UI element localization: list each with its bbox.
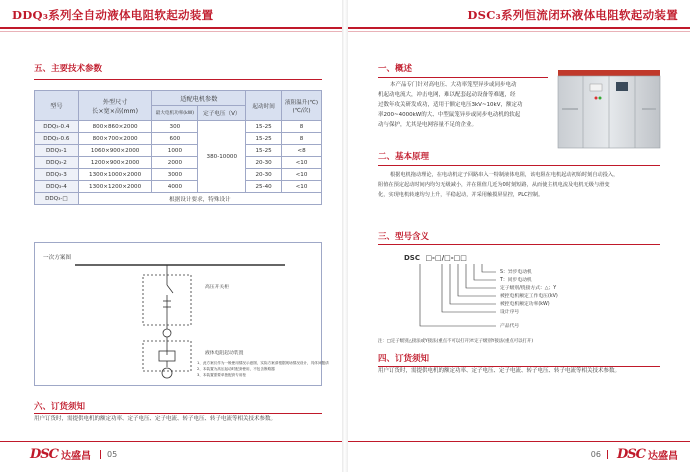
cell-time: 20-30 — [246, 169, 282, 181]
section2-title: 二、基本原理 — [378, 152, 430, 162]
cell-dims: 1300×1000×2000 — [78, 169, 152, 181]
cell-temp: <10 — [282, 157, 322, 169]
th-start-time: 起动时间 — [246, 91, 282, 121]
cell-time: 15-25 — [246, 121, 282, 133]
label-liquid-starter: 液体电阻起动装置 — [205, 351, 244, 356]
cell-model: DDQ₃-0.6 — [35, 133, 79, 145]
cell-temp: <8 — [282, 145, 322, 157]
cell-model: DDQ₃-1 — [35, 145, 79, 157]
th-voltage: 定子电压（V） — [198, 106, 246, 121]
cell-model: DDQ₃-□ — [35, 193, 79, 205]
spec-table — [34, 90, 322, 205]
th-motor-params: 适配电机参数 — [152, 91, 246, 106]
header-rule — [0, 27, 342, 29]
cell-model: DDQ₃-4 — [35, 181, 79, 193]
cell-dims: 800×860×2000 — [78, 121, 152, 133]
th-dims — [78, 91, 152, 121]
header-rule — [348, 27, 690, 29]
diagram-note-1: 1、此方案仅作为一般使用情况示意图，实际方案请根据现场情况设计，具体问题请 — [197, 361, 329, 365]
model-code-diagram — [378, 252, 660, 360]
cell-time: 25-40 — [246, 181, 282, 193]
cell-temp: <10 — [282, 181, 322, 193]
model-code-boxes: □-□/□-□□ — [425, 254, 467, 262]
cell-temp: 8 — [282, 133, 322, 145]
section3-title: 三、型号含义 — [378, 232, 430, 242]
section4-title: 四、订货须知 — [378, 354, 430, 364]
brand-mark-icon: DSC — [616, 447, 645, 462]
overview-text — [378, 80, 554, 130]
cell-power: 300 — [152, 121, 198, 133]
overview-line: 动与保护，尤其是电网容量不足的企业。 — [378, 122, 478, 128]
th-power: 最大电机功率(kW) — [152, 106, 198, 121]
cell-model: DDQ₃-2 — [35, 157, 79, 169]
cell-model: DDQ₃-3 — [35, 169, 79, 181]
cell-dims: 1200×900×2000 — [78, 157, 152, 169]
section5-rule — [34, 79, 322, 80]
left-page — [0, 0, 342, 472]
section1-rule — [378, 77, 548, 78]
right-page — [348, 0, 690, 472]
cell-dims: 800×700×2000 — [78, 133, 152, 145]
principle-line: 根据电机拖动理论，在电动机定子回路串入一特制液体电阻，该电阻在电机起动初始时刻自动投入， — [390, 172, 619, 178]
left-header-title: DDQ₃系列全自动液体电阻软起动装置 — [12, 8, 214, 22]
left-logo — [30, 447, 117, 462]
header-rule-secondary — [0, 31, 342, 32]
th-dims-label: 外型尺寸 — [102, 98, 128, 106]
code-item: 定子级别/绕接方式：△；Y — [500, 286, 557, 291]
section3-rule — [378, 244, 660, 245]
code-item: S：异步电动机 — [500, 270, 532, 275]
cell-dims: 1300×1200×2000 — [78, 181, 152, 193]
cell-time: 15-25 — [246, 145, 282, 157]
page-number: 06 — [591, 450, 608, 459]
table-row — [35, 193, 322, 205]
cell-time: 15-25 — [246, 133, 282, 145]
cell-voltage-merged: 380-10000 — [198, 121, 246, 193]
cell-custom-note: 根据设计要求，特殊设计 — [78, 193, 321, 205]
th-temp-rise-label: 液阻温升(℃) — [285, 99, 319, 106]
table-row — [35, 157, 322, 169]
overview-line: 率200~4000kW的大、中型鼠笼异步或同步电动机的软起 — [378, 112, 521, 118]
principle-line: 化，实现电机转速均匀上升，平稳起动，并采用触摸屏显控，PLC控制。 — [378, 192, 544, 198]
table-row — [35, 169, 322, 181]
code-item: 产品代号 — [500, 324, 520, 329]
code-item: 被控电机额定功率(kW) — [500, 302, 550, 307]
overview-line: 过数年攻关研发成功，适用于额定电压3kV~10kV，额定功 — [378, 102, 523, 108]
label-switch-cabinet: 高压开关柜 — [205, 285, 229, 290]
left-order-text: 用户订货时，需提供电机的额定功率、定子电压、定子电流、转子电压、转子电流等相关技术参数。 — [34, 416, 277, 422]
code-item: 设计序号 — [500, 310, 520, 315]
brand-name: 达盛昌 — [61, 451, 92, 462]
overview-line: 机起动电流大，冲击电网，难以配套起动设备等难题，经 — [378, 92, 516, 98]
page-number: 05 — [100, 450, 117, 459]
brand-mark-icon: DSC — [30, 447, 59, 462]
cell-time: 20-30 — [246, 157, 282, 169]
cell-power: 4000 — [152, 181, 198, 193]
cell-power: 3000 — [152, 169, 198, 181]
cell-power: 2000 — [152, 157, 198, 169]
footer-rule — [0, 441, 342, 442]
footer-rule — [348, 441, 690, 442]
model-code-prefix: DSC — [404, 254, 420, 262]
overview-line: 本产品专门针对高电压、大功率笼型异步或同步电动 — [390, 82, 517, 88]
single-line-diagram — [34, 242, 329, 386]
product-cabinet-image — [556, 68, 662, 150]
code-note: 注：□定子级别△接法或Y接法(重点不可以打开)Y:定子级别Y接法(重点可以打开) — [378, 339, 534, 344]
cell-dims: 1060×900×2000 — [78, 145, 152, 157]
diagram-note-2: 2、本装置为高压起动时配套使用，不包含断路器 — [197, 367, 275, 371]
th-temp-rise — [282, 91, 322, 121]
th-temp-rise-unit: (℃/次) — [292, 107, 311, 114]
cell-power: 600 — [152, 133, 198, 145]
cell-temp: <10 — [282, 169, 322, 181]
right-order-text: 用户订货时，需提供电机的额定功率、定子电压、定子电流、转子电压、转子电流等相关技术参数。 — [378, 368, 621, 374]
principle-text — [378, 170, 668, 200]
table-row — [35, 133, 322, 145]
diagram-title: 一次方案图 — [43, 255, 71, 261]
diagram-note-3: 3、本装置需要单独配套专用柜 — [197, 373, 247, 377]
code-item: T：同步电动机 — [500, 278, 532, 283]
right-header-title: DSC₃系列恒流闭环液体电阻软起动装置 — [467, 8, 678, 22]
table-row — [35, 145, 322, 157]
section5-title: 五、主要技术参数 — [34, 64, 103, 74]
cell-power: 1000 — [152, 145, 198, 157]
principle-line: 阻值在预定起动时间内均匀无级减小，并在阻值几近为0时刻短路，从而使主机电流及电机无级与滑变 — [378, 182, 610, 188]
cell-model: DDQ₃-0.4 — [35, 121, 79, 133]
section6-title: 六、订货须知 — [34, 402, 86, 412]
th-model: 型号 — [35, 91, 79, 121]
cell-temp: 8 — [282, 121, 322, 133]
section2-rule — [378, 165, 660, 166]
table-row — [35, 121, 322, 133]
code-item: 被控电机额定工作电压(kV) — [500, 294, 558, 299]
th-dims-sub: 长×宽×高(mm) — [92, 107, 138, 115]
table-row — [35, 181, 322, 193]
brand-name: 达盛昌 — [648, 451, 678, 462]
header-rule-secondary — [348, 31, 690, 32]
right-logo — [591, 447, 678, 462]
section1-title: 一、概述 — [378, 64, 413, 74]
